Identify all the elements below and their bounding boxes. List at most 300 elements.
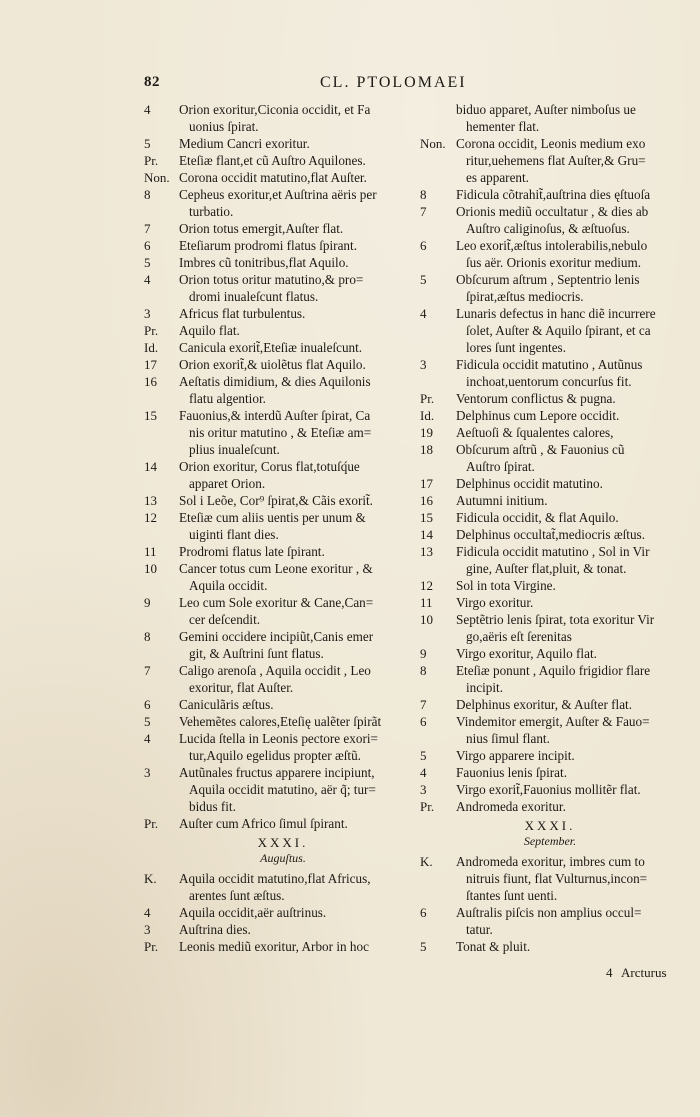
entry-day-number: 12 [144,510,157,525]
entry-text [456,441,680,475]
entry-day-number: 17 [420,476,433,491]
entry-text [179,458,422,492]
entry-text [179,628,422,662]
entry-line: Delphinus cum Lepore occidit. [456,408,620,423]
entry-line: Leo cum Sole exoritur & Cane,Can= [179,595,374,610]
entry-day-number: 4 [420,306,427,321]
entry-line: nitruis fiunt, flat Vulturnus,incon= [466,871,648,886]
entry-text [456,747,680,764]
entry-text [456,492,680,509]
catchword-number: 4 [606,965,613,980]
left-entry [144,921,422,938]
entry-text [179,938,422,955]
right-entry [420,611,680,645]
entry-line: Gemini occidere incipiũt,Canis emer [179,629,374,644]
entry-text [456,101,680,135]
entry-text [179,373,422,407]
entry-line: es apparent. [466,170,529,185]
entry-day-number: K. [144,871,157,886]
entry-text [456,594,680,611]
left-entry [144,662,422,696]
entry-line: Lunaris defectus in hanc diẽ incurrere [456,306,656,321]
entry-text [179,407,422,458]
entry-day-number: 15 [420,510,433,525]
right-entry [420,492,680,509]
left-entry [144,543,422,560]
entry-day-number: 5 [420,272,427,287]
entry-day-number: 5 [144,714,151,729]
left-entry [144,764,422,815]
left-entry [144,271,422,305]
entry-line: bidus fit. [189,799,236,814]
entry-text [179,730,422,764]
right-entry [420,237,680,271]
entry-line: Orion exorit̃,& uiolẽtus flat Aquilo. [179,357,366,372]
entry-day-number: 17 [144,357,157,372]
left-entry [144,237,422,254]
entry-day-number: Id. [420,408,435,423]
entry-text [456,798,680,815]
right-entry [420,186,680,203]
entry-day-number: Non. [144,170,170,185]
left-entry [144,322,422,339]
entry-line: Caniculãris æſtus. [179,697,274,712]
entry-line: incipit. [466,680,503,695]
left-entries-after [144,870,422,955]
right-entries [420,101,680,815]
entry-line: Aquilo flat. [179,323,240,338]
entry-text [179,271,422,305]
entry-line: arentes ſunt æſtus. [189,888,285,903]
left-entry [144,696,422,713]
entry-day-number: 3 [144,306,151,321]
entry-text [179,662,422,696]
entry-text [179,220,422,237]
entry-line: ſus aër. Orionis exoritur medium. [466,255,642,270]
right-entry [420,135,680,186]
entry-line: Vehemẽtes calores,Eteſię ualẽter ſpirãt [179,714,382,729]
entry-line: Canicula exorit̃,Eteſiæ inualeſcunt. [179,340,363,355]
left-entry [144,492,422,509]
entry-line: Autumni initium. [456,493,548,508]
entry-day-number: Id. [144,340,159,355]
entry-line: go,aëris eſt ſerenitas [466,629,572,644]
entry-text [179,237,422,254]
entry-line: Auſtro caliginoſus, & æſtuoſus. [466,221,630,236]
left-entry [144,373,422,407]
entry-line: ſolet, Auſter & Aquilo ſpirant, et ca [466,323,651,338]
entry-line: apparet Orion. [189,476,266,491]
right-entry [420,904,680,938]
entry-line: Obſcurum aſtrũ , & Fauonius cũ [456,442,625,457]
entry-text [179,560,422,594]
entry-day-number: 6 [144,238,151,253]
entry-day-number: 19 [420,425,433,440]
entry-line: Eteſiarum prodromi flatus ſpirant. [179,238,357,253]
entry-line: Aquila occidit. [189,578,268,593]
entry-line: ſpirat,æſtus mediocris. [466,289,584,304]
entry-day-number: 5 [144,255,151,270]
entry-day-number: 8 [420,663,427,678]
entry-text [179,713,422,730]
entry-line: cer deſcendit. [189,612,261,627]
entry-line: Orion totus emergit,Auſter flat. [179,221,344,236]
entry-line: Tonat & pluit. [456,939,531,954]
entry-line: Auſter cum Africo ſimul ſpirant. [179,816,348,831]
left-entry [144,628,422,662]
entry-line: Orionis mediũ occultatur , & dies ab [456,204,649,219]
entry-line: Africus flat turbulentus. [179,306,306,321]
entry-line: Autũnales fructus apparere incipiunt, [179,765,375,780]
entry-line: Orion exoritur, Corus flat,totuſq́ue [179,459,360,474]
right-entry [420,696,680,713]
entry-day-number: 16 [420,493,433,508]
entry-text [456,356,680,390]
right-entry [420,475,680,492]
entry-day-number: Pr. [420,391,435,406]
entry-day-number: 12 [420,578,433,593]
entry-day-number: 3 [420,782,427,797]
entry-text [179,152,422,169]
entry-day-number: 11 [420,595,433,610]
entry-day-number: Pr. [144,153,159,168]
entry-line: ſtantes ſunt uenti. [466,888,558,903]
entry-day-number: 3 [144,765,151,780]
entry-text [179,696,422,713]
entry-line: Virgo exorit̃,Fauonius mollitẽr flat. [456,782,641,797]
entry-day-number: 5 [420,748,427,763]
entry-text [179,322,422,339]
entry-line: Imbres cũ tonitribus,flat Aquilo. [179,255,349,270]
entry-line: Fauonius lenis ſpirat. [456,765,567,780]
entry-line: Fidicula occidit matutino , Sol in Vir [456,544,650,559]
entry-day-number: 6 [420,714,427,729]
left-entry [144,594,422,628]
right-entry [420,305,680,356]
left-entry [144,509,422,543]
page-header [144,74,684,96]
entry-line: Delphinus occultat̃,mediocris æſtus. [456,527,645,542]
entry-text [456,662,680,696]
entry-line: Aeſtuoſi & ſqualentes calores, [456,425,614,440]
entry-text [179,904,422,921]
entry-day-number: 4 [144,731,151,746]
entry-text [456,938,680,955]
entry-text [179,169,422,186]
right-entry [420,543,680,577]
entry-line: gine, Auſter flat,pluit, & tonat. [466,561,627,576]
entry-text [456,407,680,424]
entry-day-number: 13 [420,544,433,559]
entry-text [456,186,680,203]
right-section-heading: XXXI. [524,818,576,833]
right-entry [420,853,680,904]
entry-line: Caligo arenoſa , Aquila occidit , Leo [179,663,371,678]
entry-day-number: 7 [420,204,427,219]
entry-line: Andromeda exoritur, imbres cum to [456,854,645,869]
entry-line: inchoat,uentorum concurſus fit. [466,374,632,389]
entry-line: nis oritur matutino , & Eteſiæ am= [189,425,372,440]
entry-text [179,509,422,543]
entry-text [456,645,680,662]
left-entry [144,254,422,271]
entry-line: Virgo exoritur. [456,595,534,610]
entry-text [456,237,680,271]
entry-line: tatur. [466,922,493,937]
entry-day-number: 10 [144,561,157,576]
entry-text [456,526,680,543]
left-entries [144,101,422,832]
right-entry [420,764,680,781]
right-entry [420,645,680,662]
entry-line: Aquila occidit matutino, aër q̃; tur= [189,782,376,797]
right-entry [420,390,680,407]
entry-day-number: 4 [144,905,151,920]
right-entry [420,594,680,611]
entry-day-number: Pr. [144,323,159,338]
entry-day-number: K. [420,854,433,869]
entry-day-number: Pr. [420,799,435,814]
entry-text [179,339,422,356]
entry-line: uiginti flant dies. [189,527,279,542]
entry-line: Corona occidit, Leonis medium exo [456,136,646,151]
left-column [144,101,422,955]
right-entry [420,747,680,764]
entry-text [456,271,680,305]
entry-line: plius inualeſcunt. [189,442,280,457]
entry-day-number: 6 [420,905,427,920]
entry-text [179,356,422,373]
entry-line: Medium Cancri exoritur. [179,136,310,151]
entry-day-number: 7 [144,663,151,678]
entry-line: Ventorum conflictus & pugna. [456,391,616,406]
entry-day-number: 6 [144,697,151,712]
left-entry [144,220,422,237]
entry-text [179,305,422,322]
entry-line: Cepheus exoritur,et Auſtrina aëris per [179,187,377,202]
entry-line: Auſtro ſpirat. [466,459,535,474]
entry-line: biduo apparet, Auſter nimboſus ue [456,102,636,117]
entry-day-number: Pr. [144,816,159,831]
entry-day-number: 4 [144,272,151,287]
right-entry [420,781,680,798]
entry-line: Sol i Leõe, Cor⁹ ſpirat,& Cãis exorit̃. [179,493,373,508]
entry-line: Obſcurum aſtrum , Septentrio lenis [456,272,640,287]
right-entry [420,713,680,747]
right-entry [420,526,680,543]
entry-line: Orion exoritur,Ciconia occidit, et Fa [179,102,371,117]
right-entry [420,407,680,424]
left-entry [144,407,422,458]
left-entry [144,305,422,322]
entry-text [456,696,680,713]
left-entry [144,870,422,904]
entry-line: turbatio. [189,204,234,219]
entry-day-number: Pr. [144,939,159,954]
entry-line: Andromeda exoritur. [456,799,566,814]
entry-line: Aeſtatis dimidium, & dies Aquilonis [179,374,371,389]
left-entry [144,101,422,135]
entry-day-number: 8 [420,187,427,202]
entry-line: uonius ſpirat. [189,119,259,134]
right-entry [420,424,680,441]
left-entry [144,730,422,764]
right-column [420,101,680,955]
entry-line: Cancer totus cum Leone exoritur , & [179,561,373,576]
entry-text [179,870,422,904]
entry-line: nius ſimul flant. [466,731,550,746]
entry-line: Auſtralis piſcis non amplius occul= [456,905,642,920]
entry-text [456,543,680,577]
catchword [606,965,667,981]
entry-text [456,475,680,492]
left-entry [144,458,422,492]
left-entry [144,815,422,832]
entry-text [179,135,422,152]
entry-line: lores ſunt ingentes. [466,340,566,355]
entry-line: Virgo exoritur, Aquilo flat. [456,646,597,661]
entry-day-number: 4 [420,765,427,780]
running-head: CL. PTOLOMAEI [320,74,467,91]
entry-text [456,135,680,186]
entry-line: Orion totus oritur matutino,& pro= [179,272,364,287]
entry-line: Delphinus exoritur, & Auſter flat. [456,697,633,712]
entry-text [179,254,422,271]
folio-number: 82 [144,74,160,90]
entry-day-number: 9 [420,646,427,661]
entry-line: Fauonius,& interdũ Auſter ſpirat, Ca [179,408,371,423]
entry-text [179,492,422,509]
entry-line: tur,Aquilo egelidus propter æſtũ. [189,748,361,763]
entry-line: Aquila occidit,aër auſtrinus. [179,905,327,920]
entry-line: Sol in tota Virgine. [456,578,556,593]
entry-day-number: 11 [144,544,157,559]
entry-line: hementer flat. [466,119,540,134]
entry-day-number: 5 [144,136,151,151]
left-section-heading: XXXI. [257,835,309,850]
entry-day-number: 18 [420,442,433,457]
right-entry [420,356,680,390]
entry-day-number: 14 [144,459,157,474]
entry-day-number: 3 [420,357,427,372]
entry-day-number: Non. [420,136,446,151]
entry-line: Eteſiæ ponunt , Aquilo frigidior flare [456,663,651,678]
entry-text [456,577,680,594]
left-entry [144,152,422,169]
entry-text [179,543,422,560]
entry-line: Eteſiæ cum aliis uentis per unum & [179,510,366,525]
right-entry [420,662,680,696]
right-entry [420,577,680,594]
entry-day-number: 6 [420,238,427,253]
right-entry [420,798,680,815]
left-entry [144,356,422,373]
entry-line: Fidicula occidit matutino , Autũnus [456,357,643,372]
entry-text [456,764,680,781]
entry-day-number: 14 [420,527,433,542]
entry-line: Vindemitor emergit, Auſter & Fauo= [456,714,650,729]
right-section-month: September. [523,834,577,848]
entry-text [179,764,422,815]
right-entry [420,938,680,955]
entry-line: Prodromi flatus late ſpirant. [179,544,325,559]
entry-day-number: 16 [144,374,157,389]
entry-text [179,186,422,220]
entry-text [179,921,422,938]
entry-line: Virgo apparere incipit. [456,748,575,763]
entry-line: Delphinus occidit matutino. [456,476,603,491]
left-entry [144,186,422,220]
entry-text [179,594,422,628]
entry-line: dromi inualeſcunt flatus. [189,289,319,304]
entry-line: git, & Auſtrini ſunt flatus. [189,646,324,661]
left-entry [144,713,422,730]
entry-line: exoritur, flat Auſter. [189,680,294,695]
entry-day-number: 8 [144,187,151,202]
right-entries-after [420,853,680,955]
right-entry [420,203,680,237]
entry-text [179,101,422,135]
entry-line: Septẽtrio lenis ſpirat, tota exoritur Vir [456,612,655,627]
entry-line: ritur,uehemens flat Auſter,& Gru= [466,153,646,168]
entry-line: Corona occidit matutino,flat Auſter. [179,170,367,185]
entry-day-number: 5 [420,939,427,954]
catchword-text: Arcturus [621,965,667,980]
entry-line: flatu algentior. [189,391,266,406]
right-entry [420,101,680,135]
entry-line: Leo exorit̃,æſtus intolerabilis,nebulo [456,238,648,253]
left-entry [144,169,422,186]
entry-day-number: 7 [420,697,427,712]
entry-day-number: 10 [420,612,433,627]
entry-text [456,853,680,904]
entry-day-number: 9 [144,595,151,610]
right-entry [420,509,680,526]
right-entry [420,441,680,475]
entry-day-number: 7 [144,221,151,236]
entry-text [456,390,680,407]
entry-line: Lucida ſtella in Leonis pectore exori= [179,731,378,746]
left-entry [144,135,422,152]
entry-day-number: 4 [144,102,151,117]
entry-text [456,305,680,356]
entry-line: Auſtrina dies. [179,922,251,937]
entry-text [456,904,680,938]
left-entry [144,938,422,955]
left-entry [144,339,422,356]
entry-day-number: 8 [144,629,151,644]
entry-line: Eteſiæ flant,et cũ Auſtro Aquilones. [179,153,366,168]
entry-day-number: 13 [144,493,157,508]
entry-text [456,424,680,441]
entry-line: Fidicula cõtrahit̃,auſtrina dies ęſtuoſa [456,187,651,202]
entry-text [456,203,680,237]
entry-line: Leonis mediũ exoritur, Arbor in hoc [179,939,369,954]
right-entry [420,271,680,305]
entry-text [179,815,422,832]
entry-day-number: 15 [144,408,157,423]
left-section-month: Auguſtus. [260,851,306,865]
entry-line: Aquila occidit matutino,flat Africus, [179,871,371,886]
entry-text [456,713,680,747]
entry-line: Fidicula occidit, & flat Aquilo. [456,510,619,525]
entry-text [456,611,680,645]
left-entry [144,560,422,594]
entry-text [456,509,680,526]
entry-day-number: 3 [144,922,151,937]
left-entry [144,904,422,921]
entry-text [456,781,680,798]
